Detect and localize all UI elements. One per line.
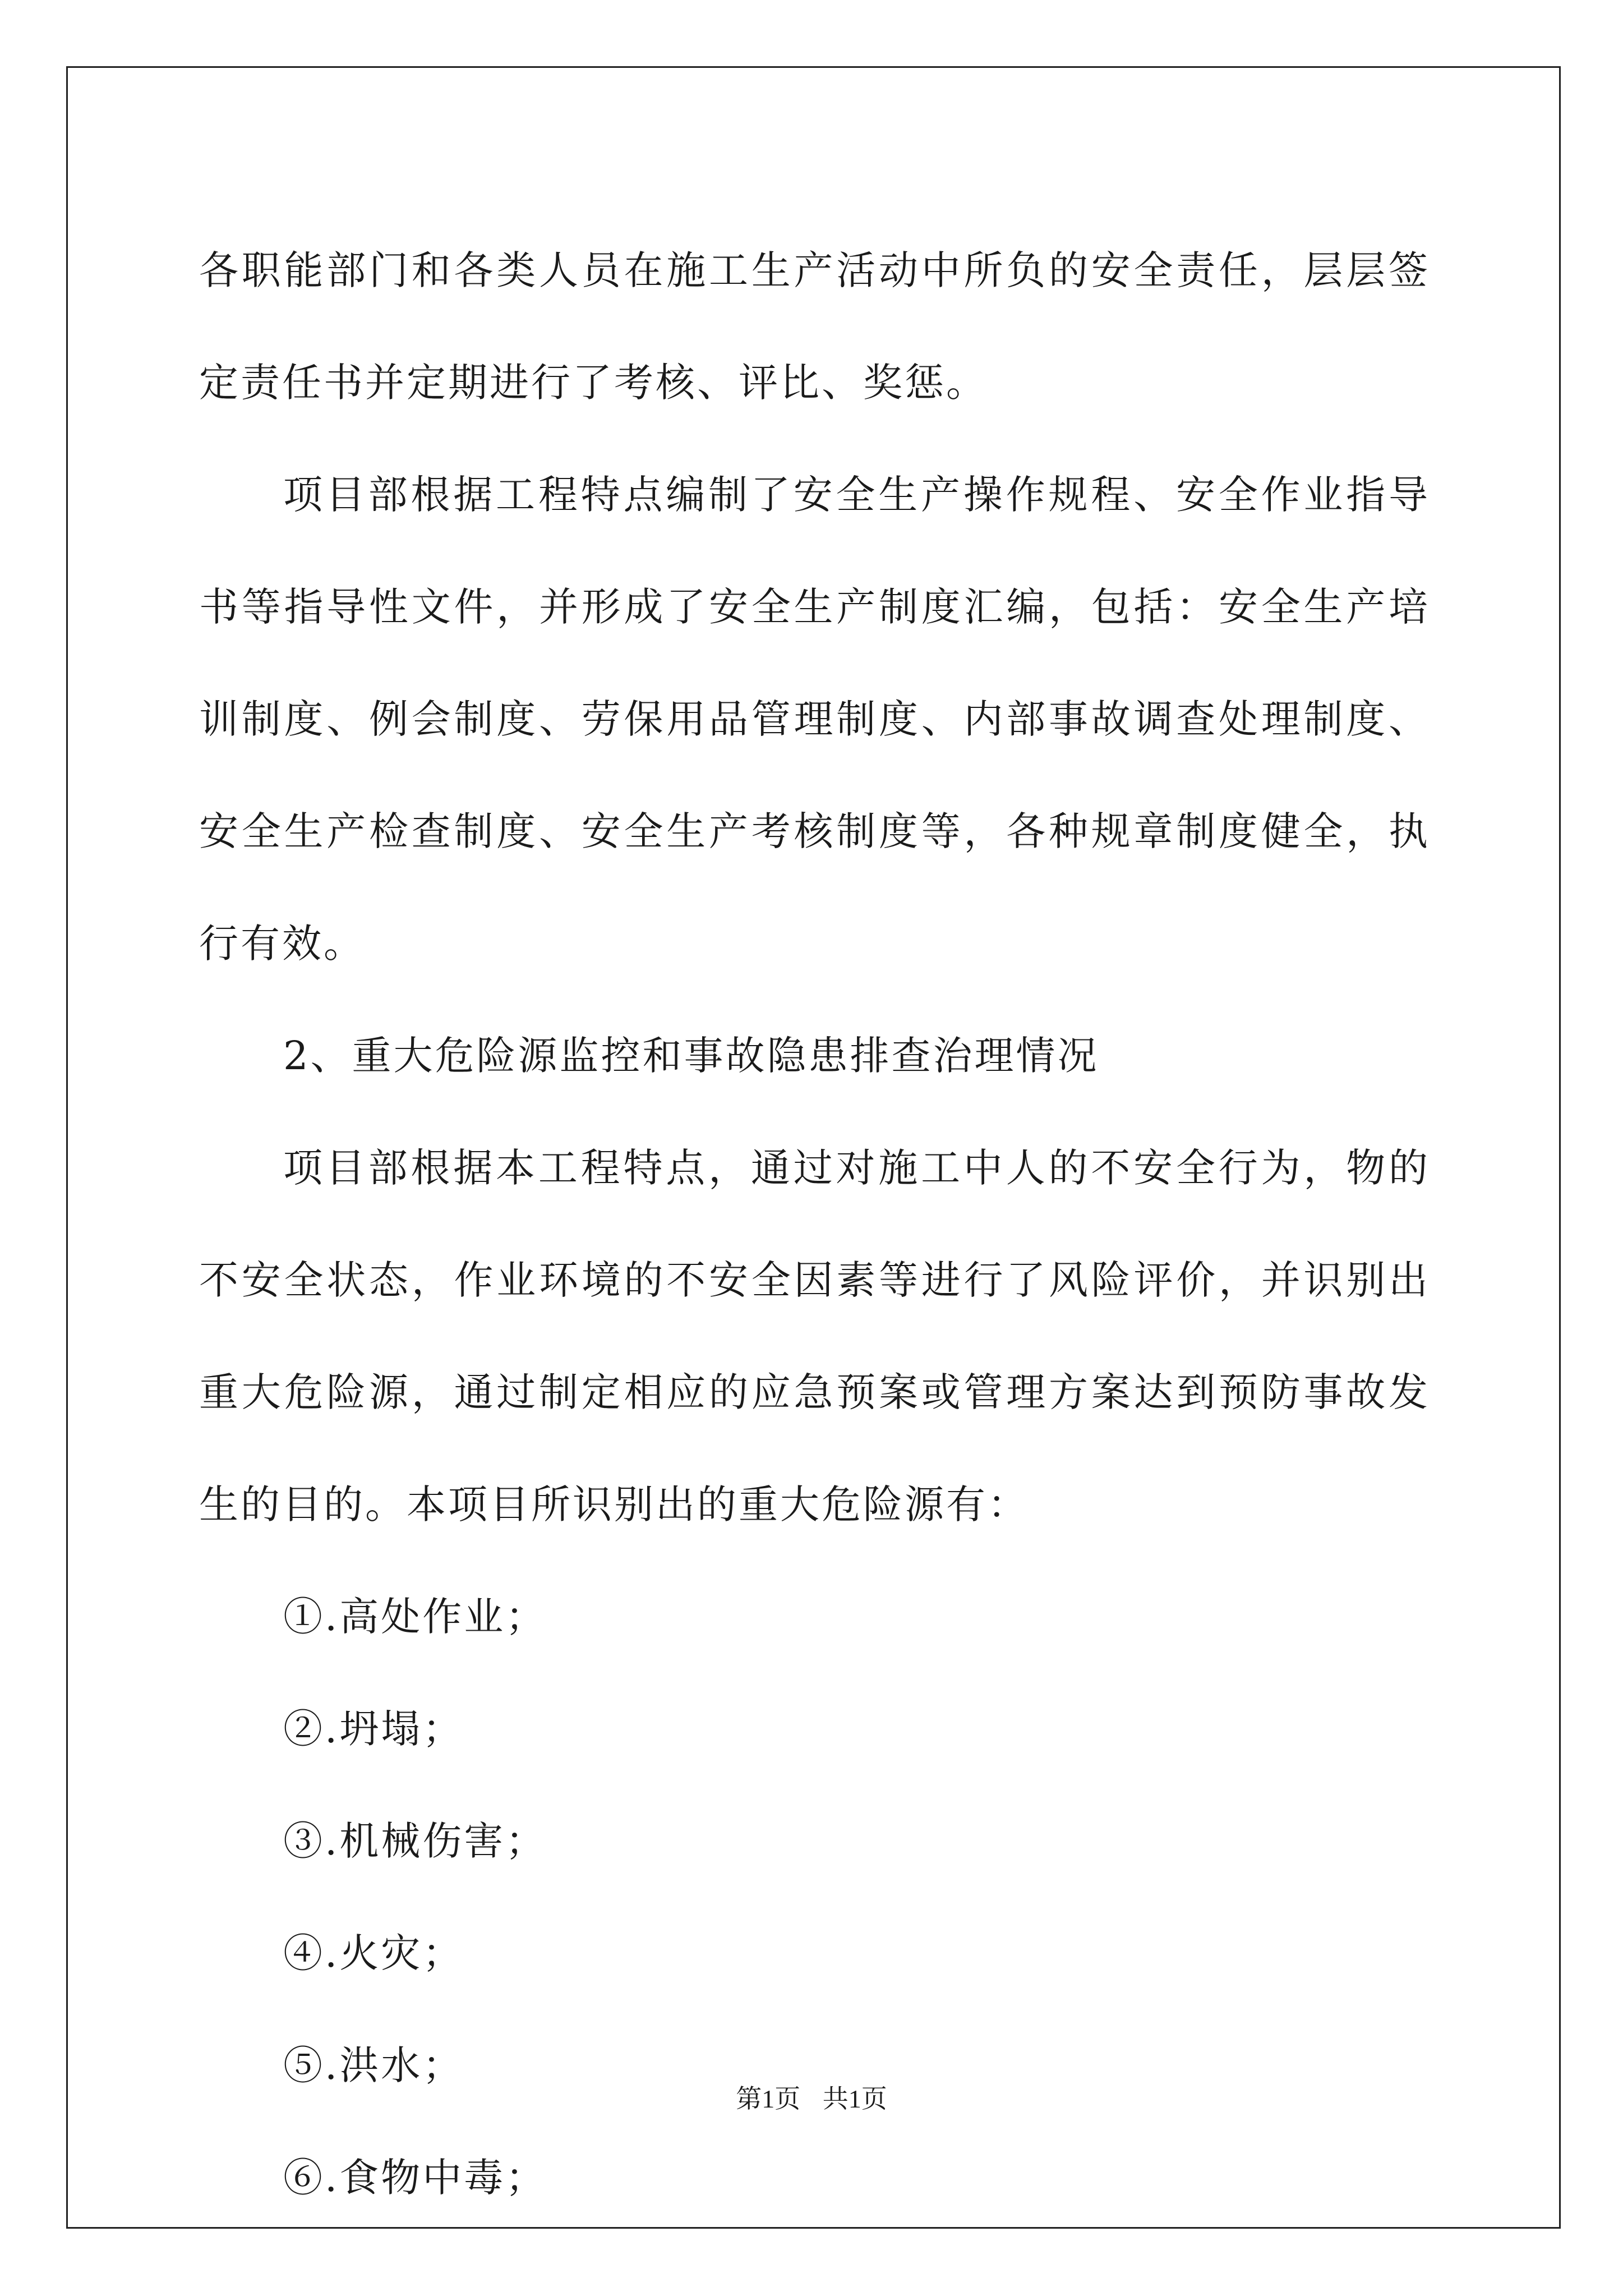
paragraph-risk-assessment: 项目部根据本工程特点，通过对施工中人的不安全行为，物的不安全状态，作业环境的不安全因素等进行了风险评价，并识别出重大危险源，通过制定相应的应急预案或管理方案达到预防事故发生的目的。本项目所识别出的重大危险源有： — [199, 1145, 1430, 1527]
document-body — [199, 214, 1430, 2234]
page-total: 共1页 — [822, 2085, 887, 2113]
paragraph-regulations: 项目部根据工程特点编制了安全生产操作规程、安全作业指导书等指导性文件，并形成了安全生产制度汇编，包括：安全生产培训制度、例会制度、劳保用品管理制度、内部事故调查处理制度、安全生产检查制度、安全生产考核制度等，各种规章制度健全，执行有效。 — [199, 472, 1430, 967]
list-item: ⑥.食物中毒； — [283, 2155, 547, 2201]
section-heading-hazard-monitoring: 2、重大危险源监控和事故隐患排查治理情况 — [283, 1033, 1099, 1079]
page-footer — [0, 2082, 1623, 2116]
page-number: 第1页 — [736, 2085, 801, 2113]
list-item: ④.火灾； — [283, 1930, 464, 1976]
list-item: ⑤.洪水； — [283, 2042, 464, 2088]
list-item: ①.高处作业； — [283, 1594, 547, 1640]
hazard-list — [199, 1561, 1430, 2234]
list-item: ③.机械伤害； — [283, 1818, 547, 1864]
list-item: ②.坍塌； — [283, 1706, 464, 1752]
paragraph-responsibility: 各职能部门和各类人员在施工生产活动中所负的安全责任，层层签定责任书并定期进行了考核、评比、奖惩。 — [199, 247, 1430, 406]
